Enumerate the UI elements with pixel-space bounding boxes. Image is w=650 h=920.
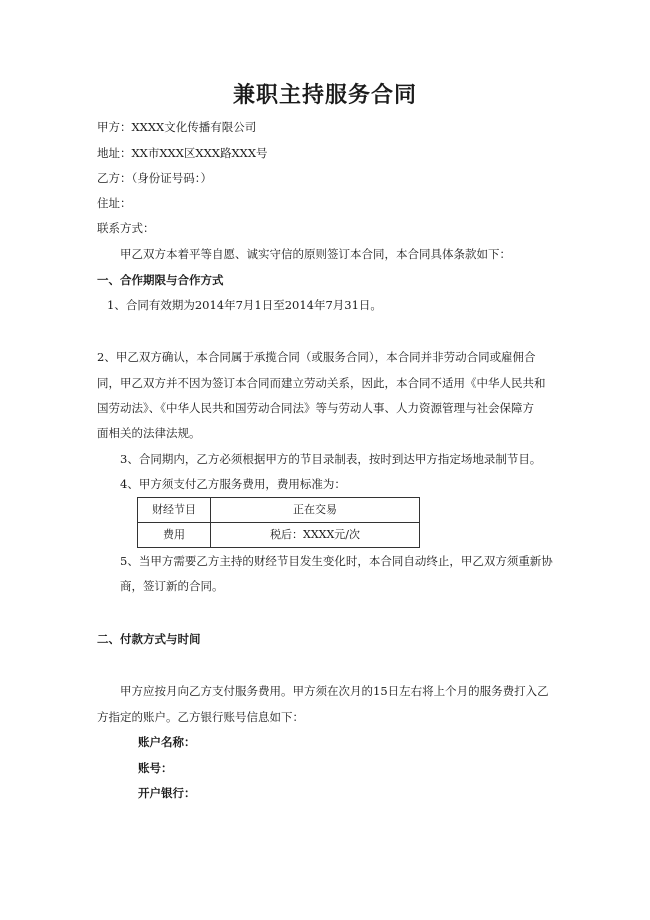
table-cell: 费用 — [138, 523, 211, 548]
address: 地址：XX市XXX区XXX路XXX号 — [97, 146, 268, 160]
party-b: 乙方：（身份证号码：） — [97, 171, 212, 185]
fee-table — [137, 497, 420, 548]
table-cell: 税后：XXXX元/次 — [211, 523, 420, 548]
table-row — [138, 498, 420, 523]
table-cell: 财经节目 — [138, 498, 211, 523]
clause-5-line: 商，签订新的合同。 — [120, 579, 224, 593]
residence: 住址： — [97, 196, 132, 210]
clause-4: 4、甲方须支付乙方服务费用，费用标准为： — [120, 477, 346, 491]
bank-label: 开户银行： — [138, 786, 196, 800]
table-row — [138, 523, 420, 548]
party-a: 甲方：XXXX文化传播有限公司 — [97, 120, 257, 134]
payment-line: 方指定的账户。乙方银行账号信息如下： — [97, 710, 304, 724]
clause-1: 1、合同有效期为2014年7月1日至2014年7月31日。 — [107, 298, 382, 312]
payment-line: 甲方应按月向乙方支付服务费用。甲方须在次月的15日左右将上个月的服务费打入乙 — [120, 684, 549, 698]
section-2-heading: 二、付款方式与时间 — [97, 632, 201, 646]
account-number-label: 账号： — [138, 761, 173, 775]
clause-2-line: 面相关的法律法规。 — [97, 426, 201, 440]
clause-2-line: 国劳动法》、《中华人民共和国劳动合同法》等与劳动人事、人力资源管理与社会保障方 — [97, 401, 534, 415]
contact: 联系方式： — [97, 221, 155, 235]
intro-paragraph: 甲乙双方本着平等自愿、诚实守信的原则签订本合同，本合同具体条款如下： — [120, 247, 511, 261]
clause-2-line: 2、甲乙双方确认，本合同属于承揽合同（或服务合同），本合同并非劳动合同或雇佣合 — [97, 350, 536, 364]
table-cell: 正在交易 — [211, 498, 420, 523]
document-title: 兼职主持服务合同 — [232, 83, 417, 108]
clause-3: 3、合同期内，乙方必须根据甲方的节目录制表，按时到达甲方指定场地录制节目。 — [120, 452, 542, 466]
account-name-label: 账户名称： — [138, 735, 196, 749]
clause-2-line: 同，甲乙双方并不因为签订本合同而建立劳动关系，因此，本合同不适用《中华人民共和 — [97, 376, 546, 390]
section-1-heading: 一、合作期限与合作方式 — [97, 273, 224, 287]
clause-5-line: 5、当甲方需要乙方主持的财经节目发生变化时，本合同自动终止，甲乙双方须重新协 — [120, 554, 553, 568]
